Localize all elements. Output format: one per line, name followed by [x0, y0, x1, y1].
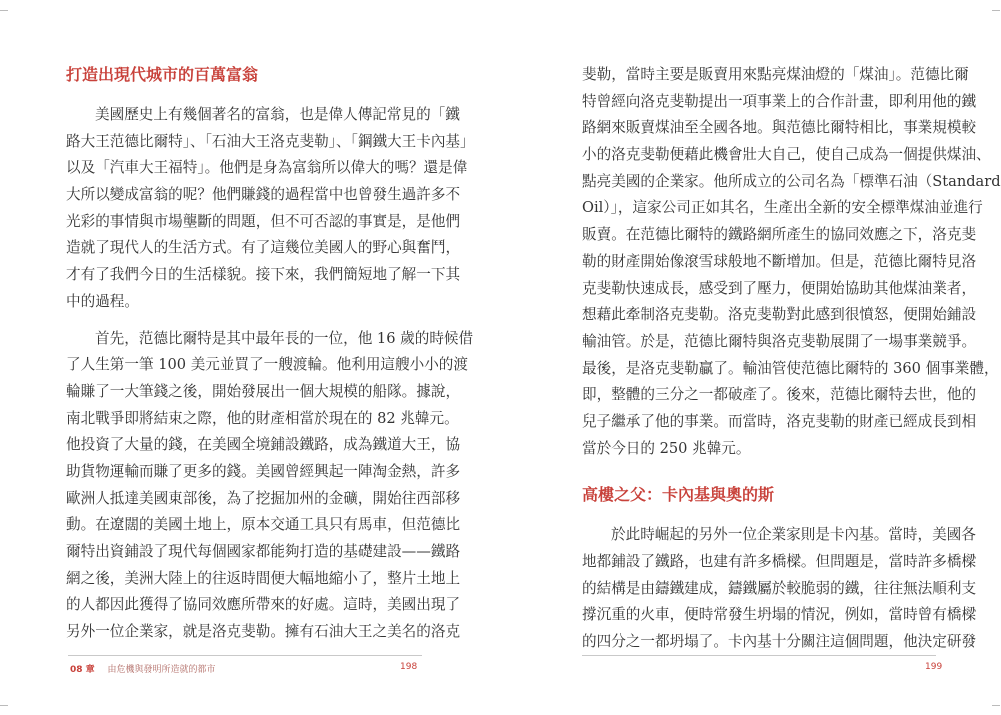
chapter-number: 08 章 [70, 665, 95, 675]
paragraph [582, 522, 977, 655]
text-line: 中的過程。 [66, 292, 139, 310]
text-line: 光彩的事情與市場壟斷的問題，但不可否認的事實是，是他們 [66, 212, 461, 230]
text-line: 點亮美國的企業家。他所成立的公司名為「標準石油（Standard [582, 172, 1001, 190]
text-line: 路大王范德比爾特」、「石油大王洛克斐勒」、「鋼鐵大王卡內基」 [66, 132, 475, 150]
footer-divider [582, 655, 936, 656]
text-line: 克斐勒快速成長，感受到了壓力，便開始協助其他煤油業者， [582, 279, 977, 297]
text-line: 輸油管。於是，范德比爾特與洛克斐勒展開了一場事業競爭。 [582, 332, 977, 350]
text-line: 南北戰爭即將結束之際，他的財產相當於現在的 82 兆韓元。 [66, 409, 459, 427]
text-line: 兒子繼承了他的事業。而當時，洛克斐勒的財產已經成長到相 [582, 412, 977, 430]
text-line: 即，整體的三分之一都破產了。後來，范德比爾特去世，他的 [582, 386, 977, 404]
crop-mark [992, 10, 1000, 11]
text-line: 的結構是由鑄鐵建成，鑄鐵屬於較脆弱的鐵，往往無法順利支 [582, 579, 977, 597]
running-footer [70, 662, 216, 675]
text-line: Oil）」，這家公司正如其名，生產出全新的安全標準煤油並進行 [582, 199, 983, 217]
page-number: 198 [400, 662, 418, 672]
text-line: 的人都因此獲得了協同效應所帶來的好處。這時，美國出現了 [66, 596, 461, 614]
text-line: 美國歷史上有幾個著名的富翁，也是偉人傳記常見的「鐵 [95, 106, 460, 123]
text-line: 斐勒，當時主要是販賣用來點亮煤油燈的「煤油」。范德比爾 [582, 66, 969, 83]
text-line: 路網來販賣煤油至全國各地。與范德比爾特相比，事業規模較 [582, 119, 977, 137]
text-line: 另外一位企業家，就是洛克斐勒。擁有石油大王之美名的洛克 [66, 623, 461, 641]
text-line: 他投資了大量的錢，在美國全境鋪設鐵路，成為鐵道大王，協 [66, 436, 461, 454]
text-line: 輪賺了一大筆錢之後，開始發展出一個大規模的船隊。據說， [66, 382, 461, 400]
text-line: 造就了現代人的生活方式。有了這幾位美國人的野心與奮鬥， [66, 239, 461, 257]
text-line: 於此時崛起的另外一位企業家則是卡內基。當時，美國各 [611, 526, 976, 544]
paragraph [582, 62, 1001, 462]
text-line: 才有了我們今日的生活樣貌。接下來，我們簡短地了解一下其 [66, 266, 461, 284]
section-heading: 打造出現代城市的百萬富翁 [66, 65, 259, 84]
page-number: 199 [925, 662, 943, 672]
text-line: 首先，范德比爾特是其中最年長的一位，他 16 歲的時候借 [95, 329, 474, 347]
text-line: 動。在遼闊的美國土地上，原本交通工具只有馬車，但范德比 [66, 516, 461, 534]
text-line: 歐洲人抵達美國東部後，為了挖掘加州的金礦，開始往西部移 [66, 489, 461, 507]
text-line: 助貨物運輸而賺了更多的錢。美國曾經興起一陣淘金熱，許多 [66, 462, 461, 480]
left-page [0, 0, 500, 715]
text-line: 小的洛克斐勒便藉此機會壯大自己，使自己成為一個提供煤油、 [582, 146, 991, 164]
text-line: 了人生第一筆 100 美元並買了一艘渡輪。他利用這艘小小的渡 [66, 356, 468, 374]
text-line: 想藉此牽制洛克斐勒。洛克斐勒對此感到很憤怒，便開始鋪設 [582, 306, 977, 324]
chapter-title: 由危機與發明所造就的都市 [107, 665, 216, 675]
text-line: 以及「汽車大王福特」。他們是身為富翁所以偉大的嗎？還是偉 [66, 159, 468, 177]
left-text-column [66, 62, 475, 656]
text-line: 當於今日的 250 兆韓元。 [582, 439, 751, 457]
text-line: 大所以變成富翁的呢？他們賺錢的過程當中也曾發生過許多不 [66, 186, 461, 204]
text-line: 地都鋪設了鐵路，也建有許多橋樑。但問題是，當時許多橋樑 [582, 553, 977, 570]
paragraph [66, 102, 475, 316]
text-line: 特曾經向洛克斐勒提出一項事業上的合作計畫，即利用他的鐵 [582, 92, 977, 110]
text-line: 的四分之一都坍塌了。卡內基十分關注這個問題，他決定研發 [582, 633, 977, 651]
text-line: 最後，是洛克斐勒贏了。輸油管使范德比爾特的 360 個事業體， [582, 359, 999, 377]
paragraph [66, 326, 474, 646]
section-heading: 高樓之父：卡內基與奧的斯 [582, 485, 775, 505]
crop-mark [992, 705, 1000, 706]
right-page [500, 0, 1000, 715]
crop-mark [0, 10, 8, 11]
footer-divider [68, 655, 422, 656]
text-line: 網之後，美洲大陸上的往返時間便大幅地縮小了，整片土地上 [66, 569, 461, 587]
text-line: 爾特出資鋪設了現代每個國家都能夠打造的基礎建設——鐵路 [66, 543, 461, 560]
crop-mark [0, 705, 8, 706]
text-line: 勒的財產開始像滾雪球般地不斷增加。但是，范德比爾特見洛 [582, 252, 977, 270]
right-text-column [582, 62, 1001, 666]
text-line: 撐沉重的火車，便時常發生坍塌的情況，例如，當時曾有橋樑 [582, 606, 977, 624]
text-line: 販賣。在范德比爾特的鐵路網所產生的協同效應之下，洛克斐 [582, 226, 977, 244]
